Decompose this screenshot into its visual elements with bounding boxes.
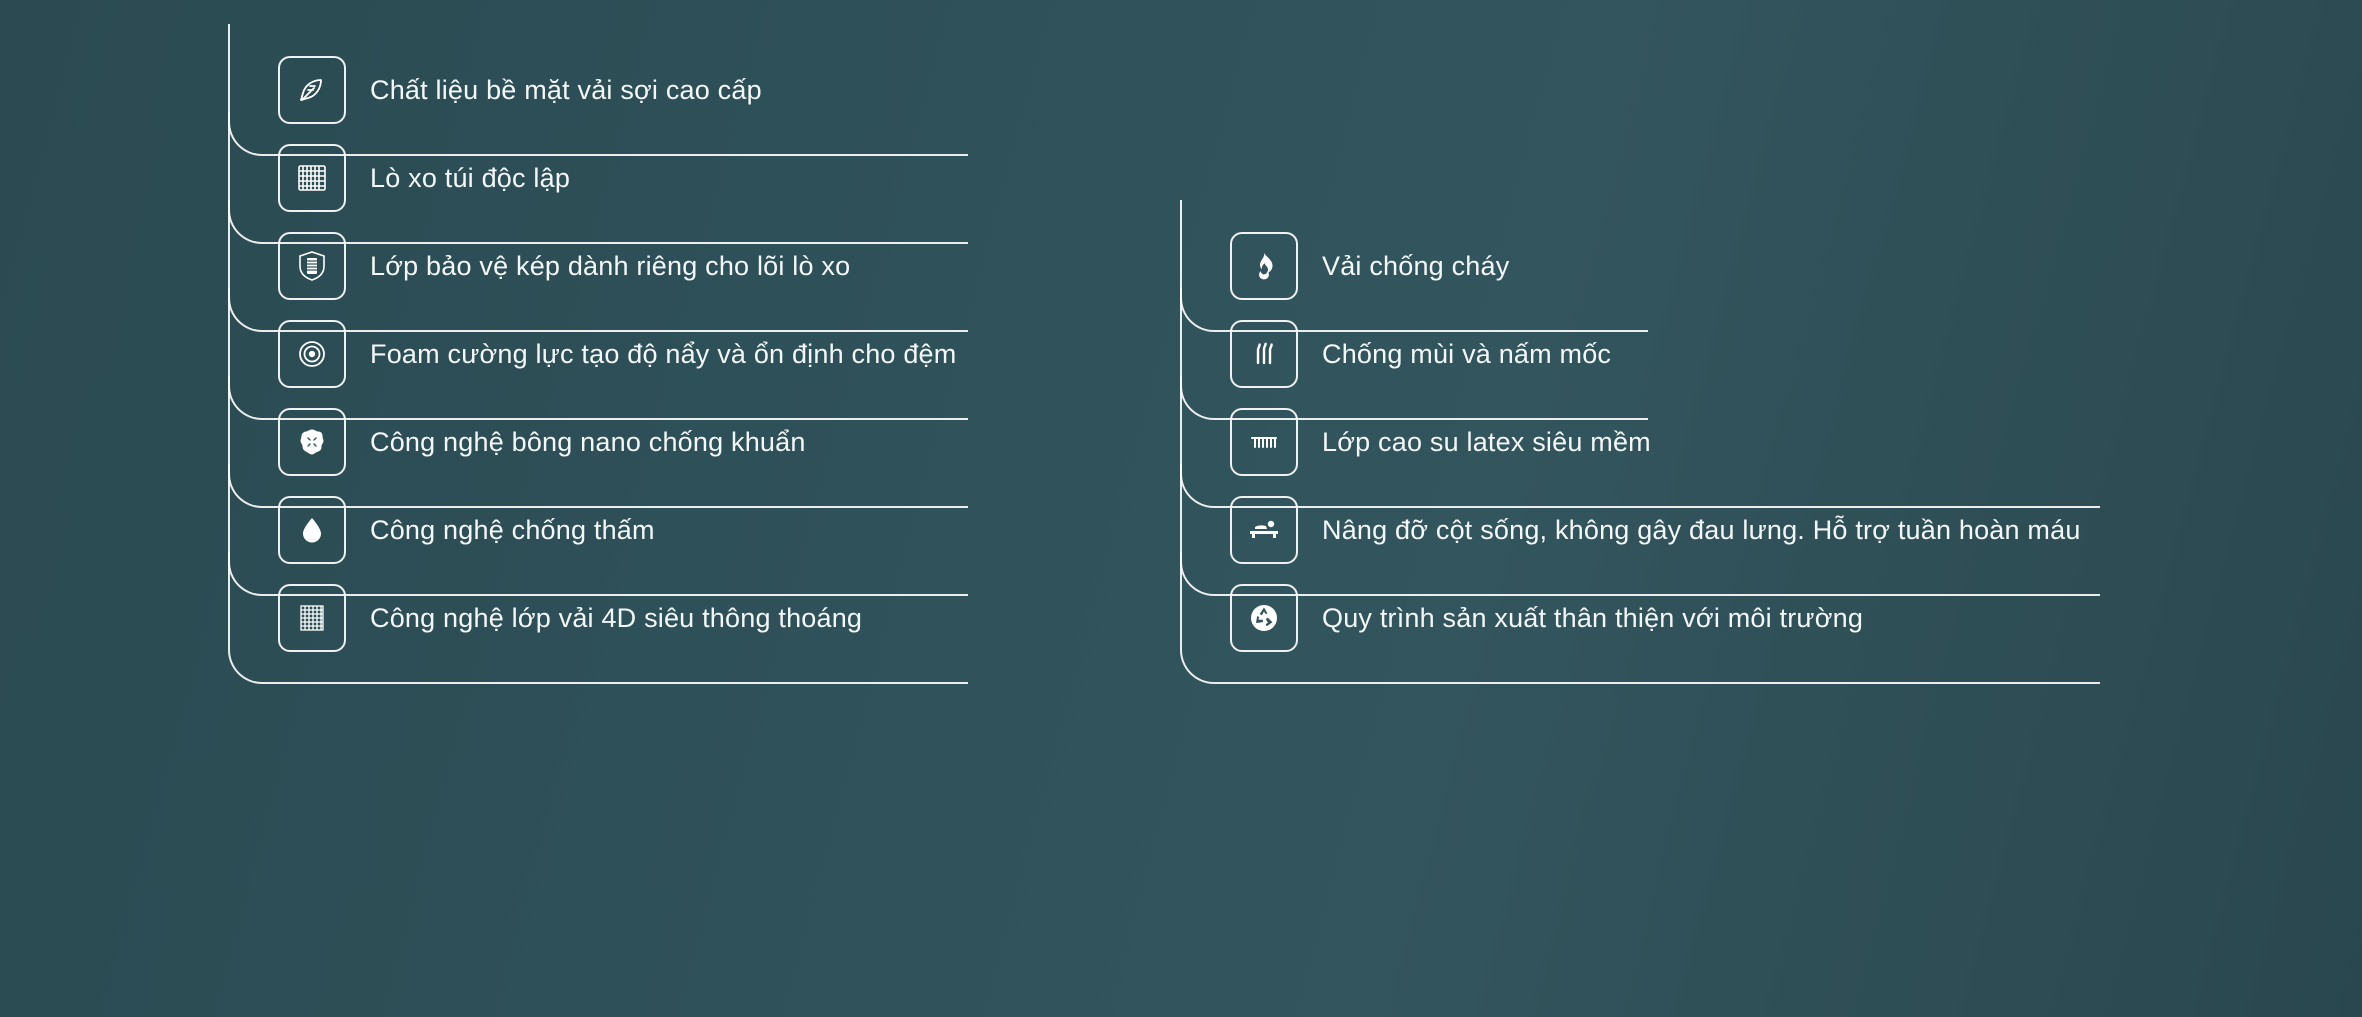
feature-label: Lò xo túi độc lập (370, 162, 571, 193)
feature-item[interactable] (228, 552, 862, 684)
feature-label: Chất liệu bề mặt vải sợi cao cấp (370, 74, 762, 105)
feature-label: Vải chống cháy (1322, 250, 1510, 281)
feature-label: Quy trình sản xuất thân thiện với môi trường (1322, 602, 1864, 633)
feature-label: Foam cường lực tạo độ nẩy và ổn định cho đệm (370, 338, 957, 369)
feature-label: Nâng đỡ cột sống, không gây đau lưng. Hỗ trợ tuần hoàn máu (1322, 514, 2081, 545)
feature-label: Công nghệ bông nano chống khuẩn (370, 426, 806, 457)
feature-label: Lớp cao su latex siêu mềm (1322, 426, 1651, 457)
feature-label: Công nghệ lớp vải 4D siêu thông thoáng (370, 602, 863, 633)
mesh-4d-icon (278, 584, 346, 652)
recycle-icon (1230, 584, 1298, 652)
feature-label: Chống mùi và nấm mốc (1322, 338, 1612, 369)
feature-item[interactable] (1180, 552, 1863, 684)
feature-label: Lớp bảo vệ kép dành riêng cho lõi lò xo (370, 250, 851, 281)
feature-label: Công nghệ chống thấm (370, 514, 655, 545)
